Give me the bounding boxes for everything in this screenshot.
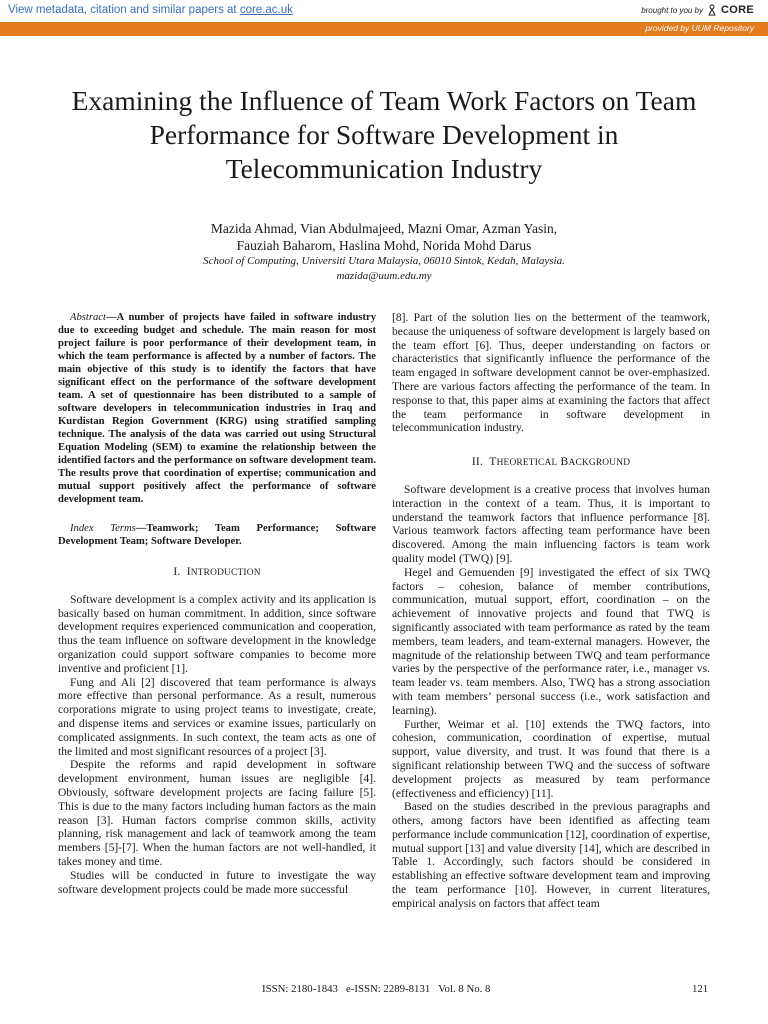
authors-line-1: Mazida Ahmad, Vian Abdulmajeed, Mazni Omar, Azman Yasin, bbox=[210, 221, 558, 236]
core-branding bbox=[641, 4, 754, 16]
index-terms-label: Index Terms bbox=[70, 523, 136, 534]
index-terms-text: —Teamwork; Team Performance; Software Development Team; Software Developer. bbox=[58, 523, 376, 547]
index-terms bbox=[58, 522, 376, 548]
footer-issn: ISSN: 2180-1843 e-ISSN: 2289-8131 Vol. 8 No. 8 bbox=[262, 983, 491, 995]
intro-paragraph: Despite the reforms and rapid development in software development environment, human issues are negligible [4]. Obviously, software development projects are facing failure [5]. This is due to the many factors including human factors as the main reason [3]. Human factors comprise common skills, activity planning, risk management and lack of teamwork among the team members [5]-[7]. When the human factors are not well-handled, it takes money and time. bbox=[58, 758, 376, 868]
section-heading-background: II. THEORETICAL BACKGROUND bbox=[471, 455, 631, 469]
abstract-text: —A number of projects have failed in software industry due to exceeding budget and schedule. The main reason for most project failure is poor performance of their development team, in which the team performance is affected by a number of factors. The main objective of this study is to identify the factors that have significant effect on the performance of the software development team. A set of questionnaire has been distributed to a sample of software developers in telecommunication industries in Iraq and Kurdistan Region Government (KRG) using stratified sampling technique. The analysis of the data was carried out using Structural Equation Modeling (SEM) to examine the relationship between the identified factors and the performance on software development team. The results prove that coordination of expertise; communication and mutual support positively affect the performance of software development team. bbox=[58, 312, 376, 505]
core-domain-link[interactable]: core.ac.uk bbox=[239, 4, 293, 16]
right-column bbox=[392, 311, 710, 911]
abstract-label: Abstract bbox=[70, 312, 106, 323]
provided-by-text[interactable]: provided by UUM Repository bbox=[645, 23, 754, 33]
background-paragraph: Software development is a creative process that involves human interaction in the context of a team. Thus, it is important to understand the teamwork factors that influence performance [8]. Various teamwork factors affecting team performance have been discovered. Among the main influencing factors is team work quality model (TWQ) [9]. bbox=[392, 482, 710, 565]
background-paragraph: Further, Weimar et al. [10] extends the TWQ factors, into cohesion, communication, coordination of expertise, mutual support, value diversity, and trust. It was found that there is a significant relationship between TWQ and the success of software development projects as measured by team performance (effectiveness and efficiency) [11]. bbox=[392, 717, 710, 800]
abstract bbox=[58, 311, 376, 506]
section-heading-introduction: I. INTRODUCTION bbox=[173, 565, 261, 578]
intro-paragraph: Software development is a complex activity and its application is basically based on human commitment. In addition, since software development requires experienced communication and cooperation, thus the team influence on software development in the knowledge organization could support software companies to become more inventive and proficient [1]. bbox=[58, 592, 376, 675]
affiliation-block bbox=[40, 254, 728, 284]
background-paragraph: Hegel and Gemuenden [9] investigated the effect of six TWQ factors – cohesion, balance of member contributions, communication, mutual support, effort, coordination – on the achievement of innovative projects and found that TWQ is significantly associated with team performance as rated by the team members, team leaders, and team-external managers. However, the magnitude of the relationship between TWQ and team performance varies by the perspective of the performance rater, i.e., manager vs. team leader vs. team members. Also, TWQ has a strong association with team members’ personal success (i.e., work satisfaction and learning). bbox=[392, 565, 710, 717]
core-header-bar bbox=[0, 0, 768, 22]
authors-line-2: Fauziah Baharom, Haslina Mohd, Norida Mohd Darus bbox=[236, 238, 532, 253]
page-number: 121 bbox=[692, 983, 709, 995]
core-logo-icon bbox=[707, 4, 717, 16]
paper-title: Examining the Influence of Team Work Factors on Team Performance for Software Development in Telecommunication Industry bbox=[71, 85, 697, 184]
intro-paragraph: Studies will be conducted in future to investigate the way software development projects could be made more successful bbox=[58, 868, 376, 896]
affiliation: School of Computing, Universiti Utara Malaysia, 06010 Sintok, Kedah, Malaysia. bbox=[203, 255, 565, 267]
intro-continuation: [8]. Part of the solution lies on the betterment of the teamwork, because the uniqueness of software development is largely based on the team effort [6]. Thus, deeper understanding on factors or characteristics that significantly influence the performance of the team engaged in software development cannot be over-emphasized. There are various factors affecting the performance of the team. In response to that, this paper aims at examining the factors that affect the team performance in software development in telecommunication industry. bbox=[392, 311, 710, 435]
provided-by-bar bbox=[0, 22, 768, 36]
core-metadata-link[interactable]: View metadata, citation and similar papers at core.ac.uk bbox=[8, 4, 293, 16]
email: mazida@uum.edu.my bbox=[336, 270, 432, 282]
brought-by-text: brought to you by bbox=[641, 5, 704, 15]
background-paragraph: Based on the studies described in the previous paragraphs and others, among factors have been identified as affecting team performance include communication [12], coordination of expertise, mutual support [13] and value diversity [14], which are described in Table 1. Accordingly, such factors should be considered in establishing an effective software development team and improving the team performance [10]. However, in current literatures, empirical analysis on factors that affect team bbox=[392, 800, 710, 910]
intro-paragraph: Fung and Ali [2] discovered that team performance is always more effective than personal performance. As a result, numerous corporations migrate to using project teams to investigate, create, and dispense items and services or examine issues, particularly on complicated assignments. In such context, the team acts as one of the limited and most significant resources of a project [3]. bbox=[58, 675, 376, 758]
core-logo-text[interactable]: CORE bbox=[721, 4, 754, 16]
authors bbox=[40, 220, 728, 254]
left-column bbox=[58, 311, 376, 896]
